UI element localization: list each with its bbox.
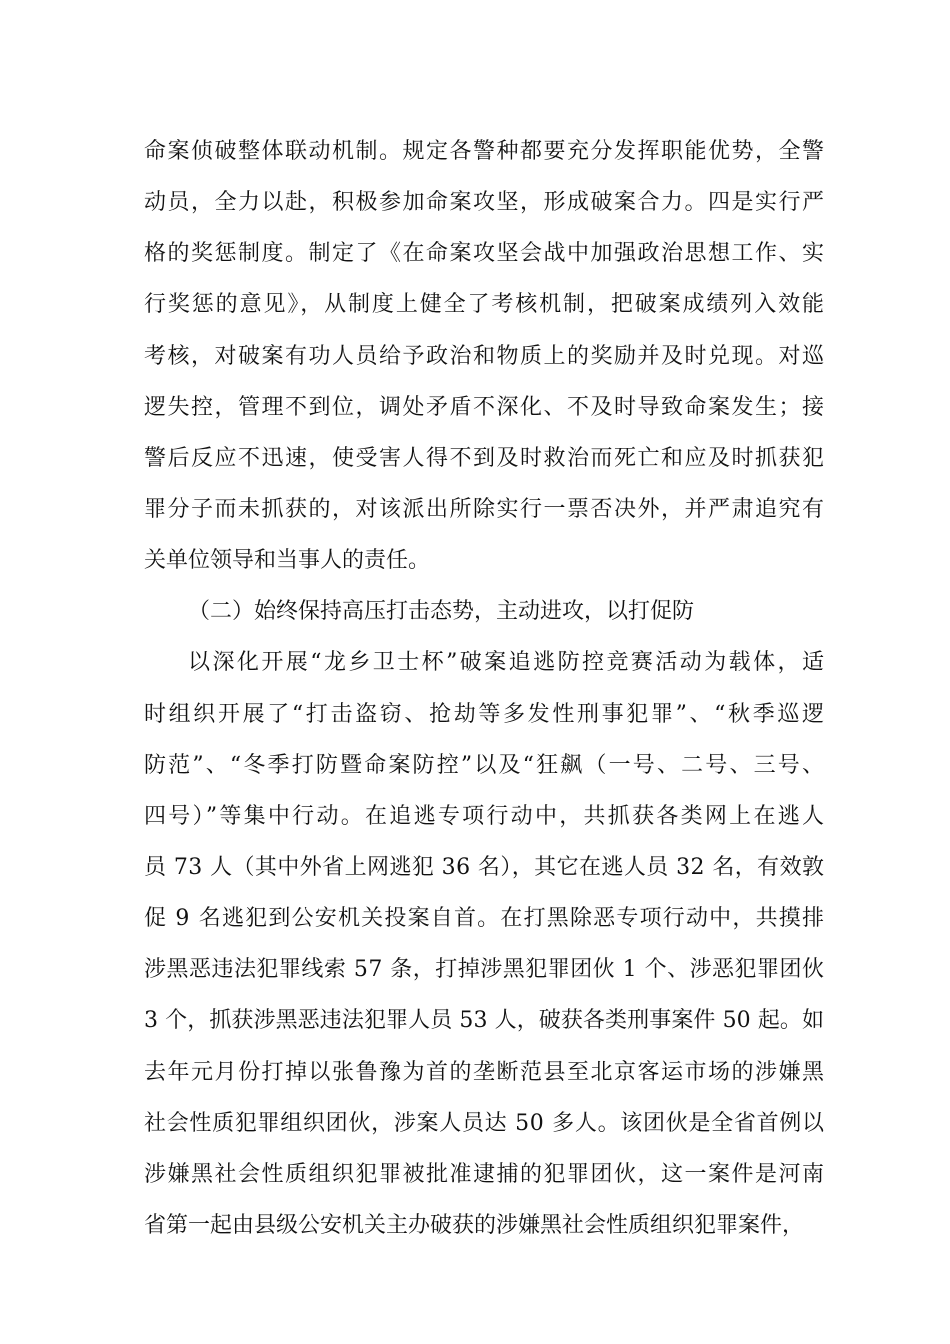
text-line: 考核，对破案有功人员给予政治和物质上的奖励并及时兑现。对巡 xyxy=(144,343,826,369)
paragraph-first-line: 以深化开展“龙乡卫士杯”破案追逃防控竞赛活动为载体，适 xyxy=(188,650,827,676)
text-line: 警后反应不迅速，使受害人得不到及时救治而死亡和应及时抓获犯 xyxy=(144,445,826,471)
text-line: 时组织开展了“打击盗窃、抢劫等多发性刑事犯罪”、“秋季巡逻 xyxy=(144,701,827,727)
text-line: 员 73 人（其中外省上网逃犯 36 名），其它在逃人员 32 名，有效敦 xyxy=(144,854,825,880)
text-line: 行奖惩的意见》，从制度上健全了考核机制，把破案成绩列入效能 xyxy=(144,292,826,318)
text-line: 命案侦破整体联动机制。规定各警种都要充分发挥职能优势，全警 xyxy=(144,139,826,164)
text-line: 涉黑恶违法犯罪线索 57 条，打掉涉黑犯罪团伙 1 个、涉恶犯罪团伙 xyxy=(144,957,825,983)
text-line: 3 个，抓获涉黑恶违法犯罪人员 53 人，破获各类刑事案件 50 起。如 xyxy=(144,1008,825,1034)
text-line: 促 9 名逃犯到公安机关投案自首。在打黑除恶专项行动中，共摸排 xyxy=(144,906,826,932)
text-line: 涉嫌黑社会性质组织犯罪被批准逮捕的犯罪团伙，这一案件是河南 xyxy=(144,1161,826,1187)
text-line: 格的奖惩制度。制定了《在命案攻坚会战中加强政治思想工作、实 xyxy=(144,241,826,267)
text-line: 去年元月份打掉以张鲁豫为首的垄断范县至北京客运市场的涉嫌黑 xyxy=(144,1059,826,1085)
paragraph-first-line: （二）始终保持高压打击态势，主动进攻，以打促防 xyxy=(188,599,695,625)
text-line: 社会性质犯罪组织团伙，涉案人员达 50 多人。该团伙是全省首例以 xyxy=(144,1110,825,1136)
text-line: 四号）”等集中行动。在追逃专项行动中，共抓获各类网上在逃人 xyxy=(144,803,827,829)
text-line: 省第一起由县级公安机关主办破获的涉嫌黑社会性质组织犯罪案件， xyxy=(144,1212,805,1238)
body-text xyxy=(144,126,827,1251)
text-line: 关单位领导和当事人的责任。 xyxy=(144,548,431,574)
text-line: 防范”、“冬季打防暨命案防控”以及“狂飙（一号、二号、三号、 xyxy=(144,752,827,778)
text-line: 动员，全力以赴，积极参加命案攻坚，形成破案合力。四是实行严 xyxy=(144,190,826,216)
text-line: 逻失控，管理不到位，调处矛盾不深化、不及时导致命案发生；接 xyxy=(144,394,826,420)
text-line: 罪分子而未抓获的，对该派出所除实行一票否决外，并严肃追究有 xyxy=(144,496,826,522)
